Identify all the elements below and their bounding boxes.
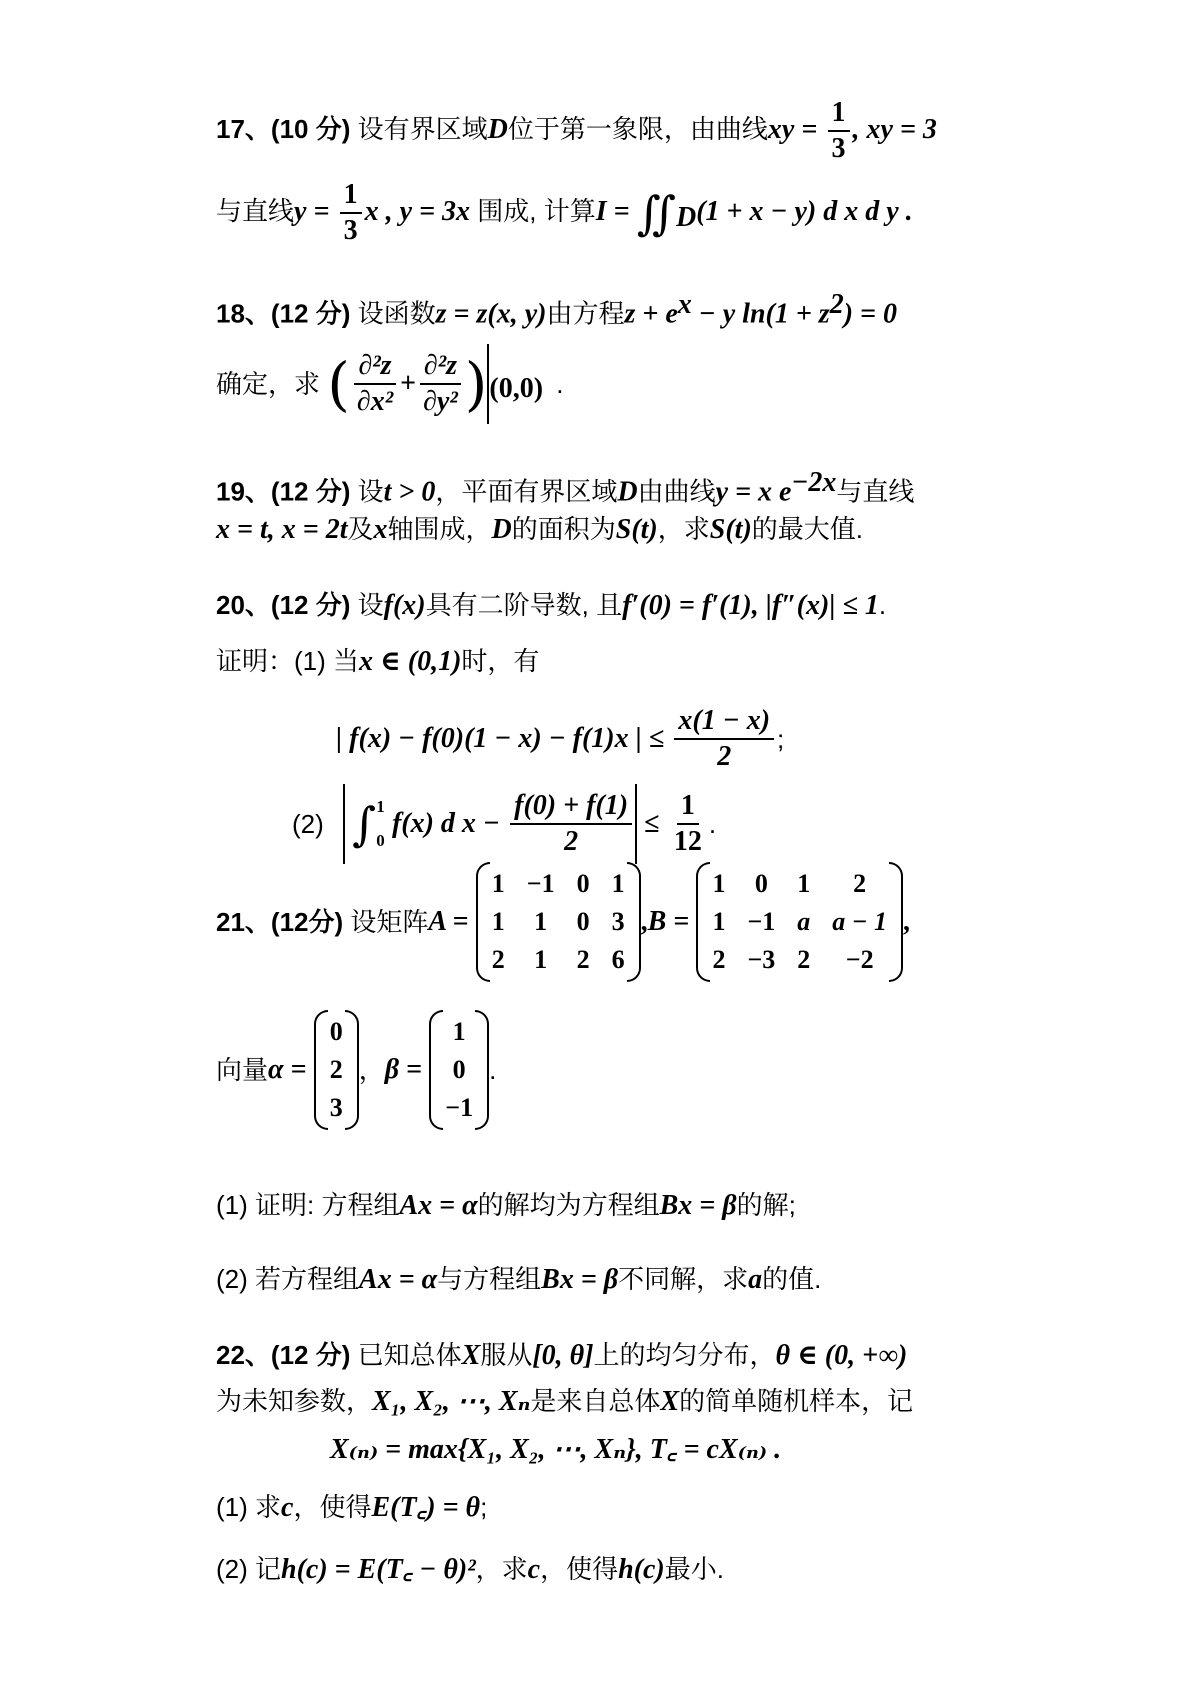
fraction-one-third: $\frac{1}{3}$: [828, 96, 850, 166]
problem-19-line-1: 19、(12 分) 设t > 0，平面有界区域D由曲线y = x $e^{-2x}$与直线: [216, 467, 915, 508]
vector-beta-cell: 0: [452, 1055, 466, 1084]
integral-sign: ∫: [352, 797, 377, 851]
matrix-b-cell: a: [797, 907, 811, 936]
matrix-a-cell: 1: [534, 945, 548, 974]
problem-17-line-1: 17、(10 分) 设有界区域D位于第一象限，由曲线xy = $\frac{1}{3}$ , xy = 3: [216, 97, 937, 164]
matrix-b-cell: a − 1: [832, 907, 888, 936]
problem-21-line-1: 21、(12分) 设矩阵A = 1 −1 0 1 1 1 0 3 2 1 2 6 ,B = 1 0 1 2 1 −1 a a − 1 2 −3 2 −2 ,: [216, 862, 910, 982]
matrix-b-cell: 0: [754, 869, 768, 898]
matrix-b-cell: 2: [712, 945, 726, 974]
fraction-average-endpoints: $\frac{f(0) + f(1)}{2}$: [510, 789, 632, 859]
matrix-a-cell: 0: [576, 907, 590, 936]
vector-alpha-cell: 2: [329, 1055, 343, 1084]
matrix-a-cell: 2: [576, 945, 590, 974]
problem-22-line-1: 22、(12 分) 已知总体X服从[0, θ]上的均匀分布，θ ∈ (0, +∞): [216, 1340, 908, 1371]
matrix-b-cell: 2: [797, 945, 811, 974]
matrix-b-cell: −3: [747, 945, 776, 974]
double-integral-sign: ∬: [636, 186, 676, 240]
matrix-a-cell: 1: [534, 907, 548, 936]
matrix-b-cell: 1: [712, 907, 726, 936]
matrix-b-cell: −2: [845, 945, 874, 974]
problem-21-number: 21、(12分): [216, 907, 344, 937]
matrix-a-cell: 3: [611, 907, 625, 936]
vector-beta-cell: −1: [445, 1093, 474, 1122]
problem-21-part-1: (1) 证明: 方程组Ax = α的解均为方程组Bx = β的解;: [216, 1190, 796, 1221]
matrix-b-cell: 2: [853, 869, 867, 898]
problem-18-line-1: 18、(12 分) 设函数z = z(x, y)由方程$z + e^x - y$ $\ln(1 + z^2) = 0$: [216, 289, 897, 330]
problem-22-line-2: 为未知参数，X₁, X₂, ⋯, Xₙ是来自总体X的简单随机样本，记: [216, 1386, 914, 1417]
vector-alpha-cell: 3: [329, 1093, 343, 1122]
vector-alpha-cell: 0: [329, 1017, 343, 1046]
matrix-a-cell: 6: [611, 945, 625, 974]
fraction-x-1-minus-x-over-2: $\frac{x(1 - x)}{2}$: [674, 704, 774, 774]
fraction-one-twelfth: $\frac{1}{12}$: [673, 790, 702, 857]
matrix-a-cell: 2: [491, 945, 505, 974]
problem-19-number: 19、(12 分): [216, 476, 351, 507]
problem-22-part-2: (2) 记h(c) = E(T꜀ − θ)²，求c，使得h(c)最小.: [216, 1554, 724, 1585]
problem-22-part-1: (1) 求c，使得E(T꜀) = θ;: [216, 1492, 488, 1523]
problem-20-inequality-1: | f(x) − f(0)(1 − x) − f(1)x | ≤ $\frac{x(1 - x)}{2}$ ;: [336, 705, 785, 772]
matrix-a-cell: 1: [491, 869, 505, 898]
problem-20-line-2: 证明：(1) 当x ∈ (0,1)时，有: [216, 646, 540, 677]
problem-19-line-2: x = t, x = 2t及x轴围成，D的面积为S(t)，求S(t)的最大值.: [216, 514, 863, 545]
matrix-A: [476, 862, 641, 982]
matrix-a-cell: 0: [576, 869, 590, 898]
matrix-a-cell: 1: [611, 869, 625, 898]
problem-20-inequality-2: (2) ∫ 1 0 f(x) d x − $\frac{f(0) + f(1)}{2}$ ≤ $\frac{1}{12}$ .: [292, 784, 716, 864]
problem-17-line-2: 与直线y = $\frac{1}{3}$ x , y = 3x 围成, 计算$I = ∬_D(1 + x - y)$ d x d y .: [216, 179, 913, 246]
problem-21-line-2: 向量α = 0 2 3 ，β = 1 0 −1 .: [216, 1010, 496, 1130]
partial-yy-fraction: $\frac{\text{∂²z}}{\text{∂y²}}$: [419, 349, 462, 419]
vector-alpha: [314, 1010, 359, 1130]
problem-22-number: 22、(12 分): [216, 1340, 351, 1370]
problem-20-line-1: 20、(12 分) 设f(x)具有二阶导数, 且f′(0) = f′(1), |f″(x)| ≤ 1.: [216, 590, 887, 621]
problem-17-number: 17、(10 分): [216, 113, 351, 144]
matrix-b-cell: −1: [747, 907, 776, 936]
fraction-one-third-2: $\frac{1}{3}$: [340, 178, 362, 248]
matrix-a-cell: −1: [526, 869, 555, 898]
matrix-b-cell: 1: [712, 869, 726, 898]
problem-18-line-2: 确定，求 ( $\frac{\text{∂²z}}{\text{∂x²}}$ + $\frac{\text{∂²z}}{\text{∂y²}}$ )$_{(0,0)}$ .: [216, 344, 564, 424]
matrix-B: [696, 862, 903, 982]
problem-20-number: 20、(12 分): [216, 590, 351, 620]
matrix-b-cell: 1: [797, 869, 811, 898]
problem-22-definition: X₍ₙ₎ = max{X₁, X₂, ⋯, Xₙ}, T꜀ = cX₍ₙ₎ .: [330, 1434, 782, 1465]
problem-18-number: 18、(12 分): [216, 298, 351, 329]
vector-beta: [429, 1010, 489, 1130]
problem-21-part-2: (2) 若方程组Ax = α与方程组Bx = β不同解，求a的值.: [216, 1264, 822, 1295]
partial-xx-fraction: $\frac{\text{∂²z}}{\text{∂x²}}$: [353, 349, 397, 419]
matrix-a-cell: 1: [491, 907, 505, 936]
vector-beta-cell: 1: [452, 1017, 466, 1046]
